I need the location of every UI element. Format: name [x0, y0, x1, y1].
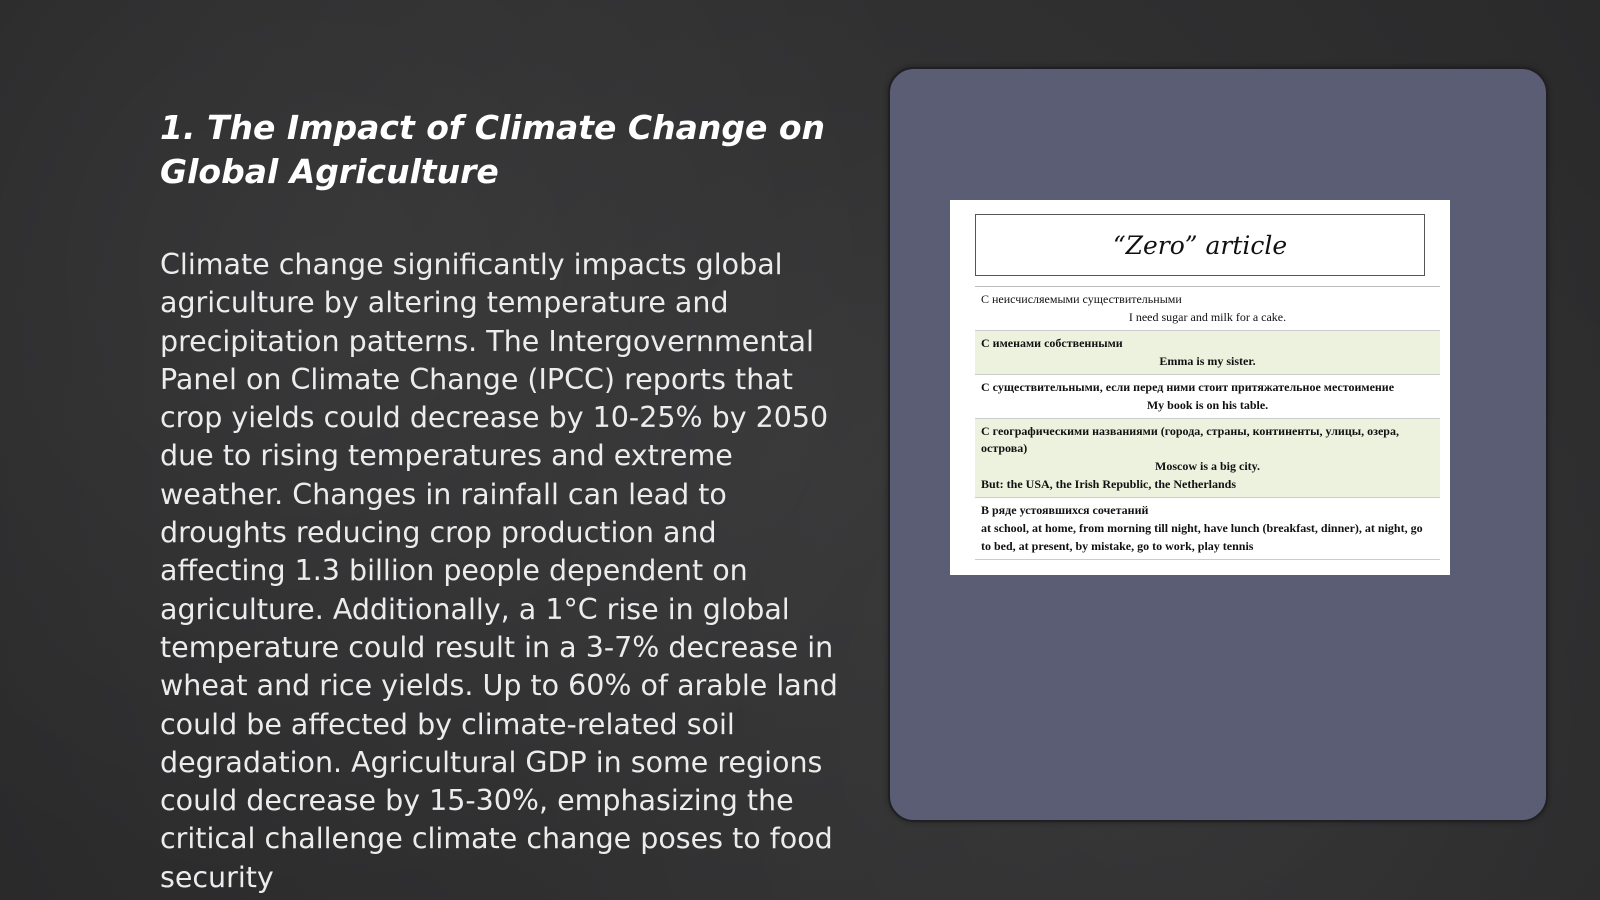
card-title: “Zero” article: [975, 214, 1425, 276]
slide-title: 1. The Impact of Climate Change on Global Agriculture: [160, 108, 826, 191]
article-rules-card: [950, 200, 1450, 575]
rule-heading: С существительными, если перед ними стоит притяжательное местоимение: [981, 380, 1395, 394]
rule-example: I need sugar and milk for a cake.: [1128, 310, 1287, 324]
rule-heading: С географическими названиями (города, страны, континенты, улицы, озера, острова): [981, 424, 1399, 455]
rules-table: [975, 286, 1440, 560]
rule-examples-list: at school, at home, from morning till night, have lunch (breakfast, dinner), at night, go to bed, at present, by mistake, go to work, play tennis: [981, 521, 1423, 553]
rule-example: Emma is my sister.: [1159, 354, 1256, 368]
rule-heading: С именами собственными: [981, 336, 1123, 350]
rule-heading: С неисчисляемыми существительными: [981, 292, 1182, 306]
rule-row: [975, 498, 1440, 560]
rule-row: [975, 331, 1440, 375]
rule-row: [975, 287, 1440, 331]
rule-example: Moscow is a big city.: [1155, 459, 1260, 473]
rule-row: [975, 375, 1440, 419]
rule-example: My book is on his table.: [1146, 398, 1269, 412]
slide-body-text: Climate change significantly impacts global agriculture by altering temperature and precipitation patterns. The Intergovernmental Panel on Climate Change (IPCC) reports that crop yields could decrease by 10-25% by 2050 due to rising temperatures and extreme weather. Changes in rainfall can lead to droughts reducing crop production and affecting 1.3 billion people dependent on agriculture. Additionally, a 1°C rise in global temperature could result in a 3-7% decrease in wheat and rice yields. Up to 60% of arable land could be affected by climate-related soil degradation. Agricultural GDP in some regions could decrease by 15-30%, emphasizing the critical challenge climate change poses to food security: [160, 248, 838, 894]
rule-exception: But: the USA, the Irish Republic, the Netherlands: [981, 477, 1237, 491]
rule-heading: В ряде устоявшихся сочетаний: [981, 503, 1149, 517]
rule-row: [975, 419, 1440, 498]
